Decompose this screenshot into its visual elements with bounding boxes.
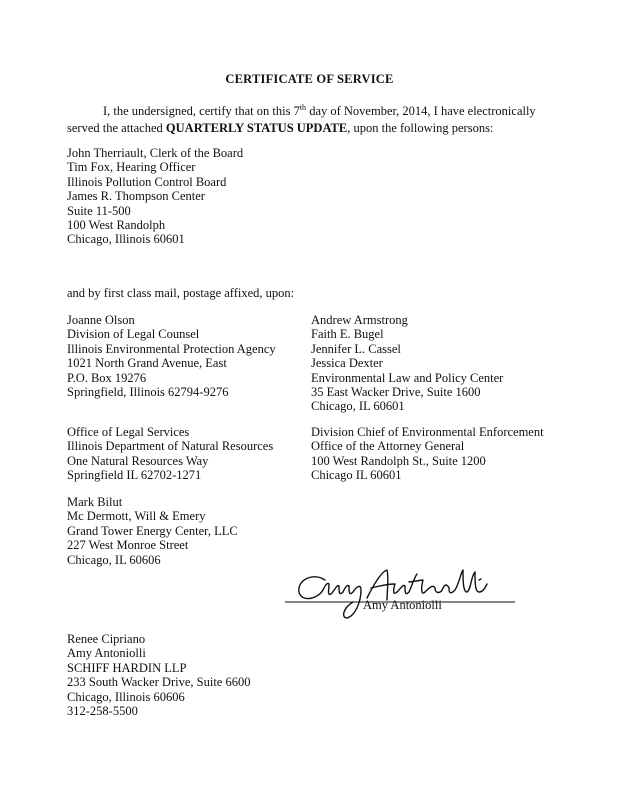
signature-block xyxy=(283,562,523,622)
signatory-name: Amy Antoniolli xyxy=(363,598,442,612)
handwritten-signature xyxy=(283,562,523,622)
intro-paragraph xyxy=(67,99,567,137)
recipient-joanne-olson: Joanne Olson Division of Legal Counsel Illinois Environmental Protection Agency 1021 North Grand Avenue, East P.O. Box 19276 Springfield, Illinois 62794-9276 xyxy=(67,313,276,399)
sender-address: Renee Cipriano Amy Antoniolli SCHIFF HARDIN LLP 233 South Wacker Drive, Suite 6600 Chicago, Illinois 60606 312-258-5500 xyxy=(67,632,251,718)
recipient-andrew-armstrong: Andrew Armstrong Faith E. Bugel Jennifer L. Cassel Jessica Dexter Environmental Law and Policy Center 35 East Wacker Drive, Suite 1600 Chicago, IL 60601 xyxy=(311,313,504,414)
recipient-office-legal-services: Office of Legal Services Illinois Department of Natural Resources One Natural Resources Way Springfield IL 62702-1271 xyxy=(67,425,274,483)
mail-intro: and by first class mail, postage affixed, upon: xyxy=(67,286,295,300)
intro-line-2: served the attached QUARTERLY STATUS UPDATE, upon the following persons: xyxy=(67,121,494,136)
electronic-recipient-address: John Therriault, Clerk of the Board Tim Fox, Hearing Officer Illinois Pollution Control Board James R. Thompson Center Suite 11-500 100 West Randolph Chicago, Illinois 60601 xyxy=(67,146,244,247)
recipient-mark-bilut: Mark Bilut Mc Dermott, Will & Emery Grand Tower Energy Center, LLC 227 West Monroe Street Chicago, IL 60606 xyxy=(67,495,238,567)
intro-line-1: I, the undersigned, certify that on this 7th day of November, 2014, I have electronically xyxy=(103,103,536,119)
document-title: CERTIFICATE OF SERVICE xyxy=(225,72,394,86)
recipient-attorney-general: Division Chief of Environmental Enforcement Office of the Attorney General 100 West Randolph St., Suite 1200 Chicago IL 60601 xyxy=(311,425,544,483)
